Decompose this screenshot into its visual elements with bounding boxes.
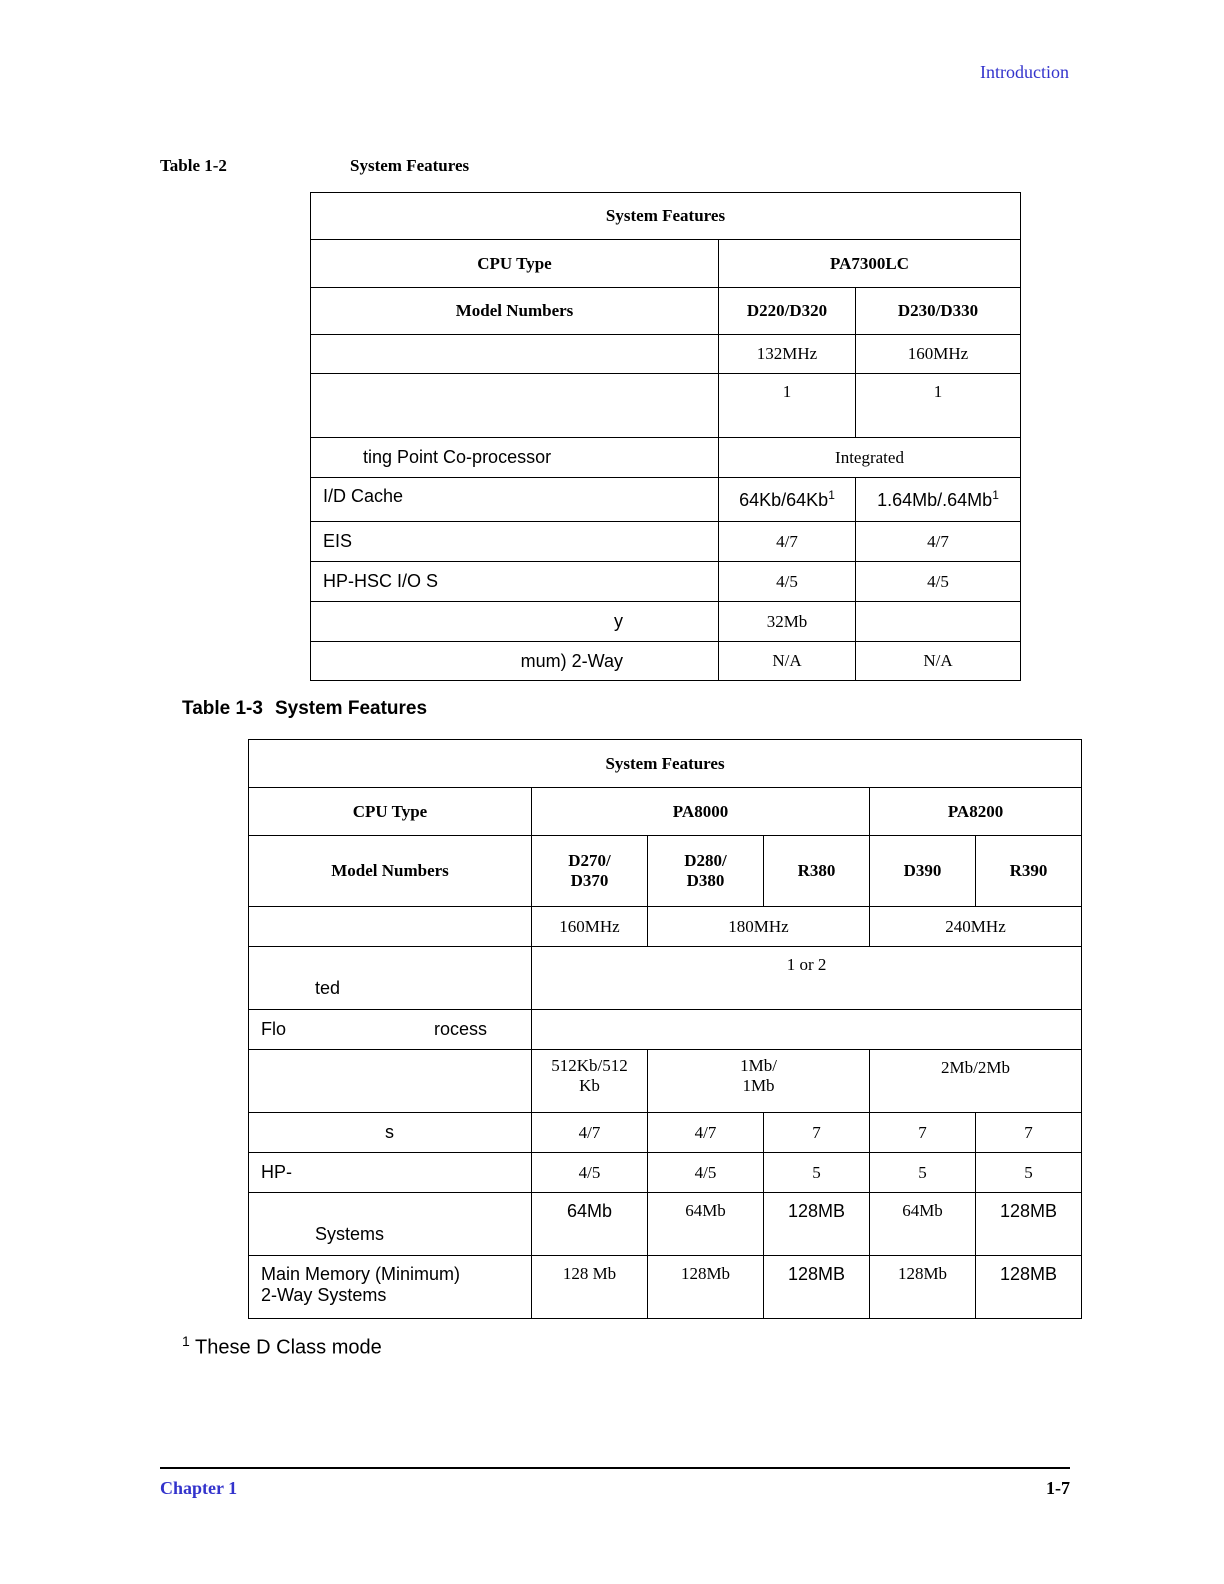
table-row (249, 947, 1082, 1010)
hsc-label: HP-HSC I/O S (311, 562, 719, 602)
table-row (311, 193, 1021, 240)
model-cell: D270/ D370 (532, 836, 648, 907)
fpu-label (249, 1010, 532, 1050)
processor-cell: 1 (856, 374, 1021, 438)
caption-title: System Features (274, 698, 428, 719)
eisa-cell: 4/7 (856, 522, 1021, 562)
memory-2way-label: Main Memory (Minimum) 2-Way Systems (249, 1256, 532, 1319)
memory-cell: 64Mb (532, 1193, 648, 1256)
table-row (249, 1193, 1082, 1256)
memory-cell: 128MB (764, 1193, 870, 1256)
table-row (249, 788, 1082, 836)
hsc-cell: 4/5 (856, 562, 1021, 602)
eisa-cell: 7 (870, 1113, 976, 1153)
table-row (249, 1153, 1082, 1193)
empty-label-cell (311, 335, 719, 374)
clock-cell: 160MHz (532, 907, 648, 947)
table-row (311, 478, 1021, 522)
model-cell: D390 (870, 836, 976, 907)
table-row (311, 438, 1021, 478)
cache-label: I/D Cache (311, 478, 719, 522)
table-row (249, 1010, 1082, 1050)
processor-label: ted (249, 947, 532, 1010)
page-number: 1-7 (1046, 1478, 1070, 1498)
eisa-cell: 7 (976, 1113, 1082, 1153)
table-row (311, 562, 1021, 602)
model-cell: D230/D330 (856, 288, 1021, 335)
eisa-label: s (249, 1113, 532, 1153)
table-title: System Features (249, 740, 1082, 788)
memory-cell (856, 602, 1021, 642)
table-row (249, 907, 1082, 947)
cache-value: 64Kb/64Kb (739, 490, 829, 510)
memory-2way-cell: N/A (719, 642, 856, 681)
model-numbers-label: Model Numbers (311, 288, 719, 335)
hsc-cell: 4/5 (648, 1153, 764, 1193)
empty-label-cell (311, 374, 719, 438)
memory-2way-cell: 128 Mb (532, 1256, 648, 1319)
cache-cell (719, 478, 856, 522)
model-cell: D220/D320 (719, 288, 856, 335)
fpu-label: ting Point Co-processor (311, 438, 719, 478)
footnote-marker: 1 (182, 1333, 190, 1349)
table-row (311, 240, 1021, 288)
eisa-cell: 4/7 (648, 1113, 764, 1153)
cpu-type-label: CPU Type (311, 240, 719, 288)
memory-cell: 128MB (976, 1193, 1082, 1256)
cpu-type-label: CPU Type (249, 788, 532, 836)
memory-2way-cell: N/A (856, 642, 1021, 681)
footer-rule (160, 1467, 1070, 1469)
table-title: System Features (311, 193, 1021, 240)
footnote-marker: 1 (828, 488, 835, 502)
table-row (249, 1050, 1082, 1113)
model-cell: D280/ D380 (648, 836, 764, 907)
memory-2way-cell: 128MB (976, 1256, 1082, 1319)
hsc-cell: 5 (764, 1153, 870, 1193)
footnote-text: These D Class mode (195, 1336, 382, 1359)
hsc-cell: 5 (870, 1153, 976, 1193)
fpu-value: Integrated (719, 438, 1021, 478)
clock-cell: 240MHz (870, 907, 1082, 947)
table-row (249, 836, 1082, 907)
fpu-label-a: Flo (261, 1019, 287, 1039)
table-row (311, 288, 1021, 335)
caption-label: Table 1-3 (182, 698, 263, 719)
processor-value: 1 or 2 (532, 947, 1082, 1010)
processor-cell: 1 (719, 374, 856, 438)
eisa-cell: 4/7 (532, 1113, 648, 1153)
hsc-label: HP- (249, 1153, 532, 1193)
cpu-type-value: PA8000 (532, 788, 870, 836)
table-1-2-caption (160, 156, 470, 176)
model-cell: R380 (764, 836, 870, 907)
system-features-table-1-2 (310, 192, 1021, 681)
clock-cell: 180MHz (648, 907, 870, 947)
memory-label: Systems (249, 1193, 532, 1256)
fpu-value (532, 1010, 1082, 1050)
chapter-link[interactable]: Chapter 1 (160, 1478, 238, 1498)
memory-2way-cell: 128MB (764, 1256, 870, 1319)
table-row (311, 374, 1021, 438)
clock-cell: 160MHz (856, 335, 1021, 374)
memory-label: y (311, 602, 719, 642)
table-row (311, 522, 1021, 562)
empty-label-cell (249, 1050, 532, 1113)
cache-cell: 2Mb/2Mb (870, 1050, 1082, 1113)
table-row (249, 1113, 1082, 1153)
hsc-cell: 4/5 (719, 562, 856, 602)
cache-cell: 512Kb/512 Kb (532, 1050, 648, 1113)
cpu-type-value: PA7300LC (719, 240, 1021, 288)
section-header[interactable]: Introduction (980, 62, 1069, 82)
memory-2way-cell: 128Mb (870, 1256, 976, 1319)
footnote (182, 1333, 382, 1360)
caption-label: Table 1-2 (160, 156, 227, 175)
cache-cell (856, 478, 1021, 522)
eisa-cell: 7 (764, 1113, 870, 1153)
fpu-label-b: rocess (434, 1019, 488, 1039)
memory-2way-label: mum) 2-Way (311, 642, 719, 681)
cache-cell: 1Mb/ 1Mb (648, 1050, 870, 1113)
table-row (311, 642, 1021, 681)
cache-value: 1.64Mb/.64Mb (877, 490, 993, 510)
eisa-cell: 4/7 (719, 522, 856, 562)
eisa-label: EIS (311, 522, 719, 562)
footnote-marker: 1 (992, 488, 999, 502)
table-1-3-caption (182, 698, 427, 720)
caption-title: System Features (350, 156, 470, 175)
clock-cell: 132MHz (719, 335, 856, 374)
cpu-type-value: PA8200 (870, 788, 1082, 836)
system-features-table-1-3 (248, 739, 1082, 1319)
memory-cell: 32Mb (719, 602, 856, 642)
hsc-cell: 5 (976, 1153, 1082, 1193)
memory-2way-cell: 128Mb (648, 1256, 764, 1319)
model-numbers-label: Model Numbers (249, 836, 532, 907)
table-row (311, 335, 1021, 374)
memory-cell: 64Mb (870, 1193, 976, 1256)
hsc-cell: 4/5 (532, 1153, 648, 1193)
memory-cell: 64Mb (648, 1193, 764, 1256)
empty-label-cell (249, 907, 532, 947)
table-row (249, 1256, 1082, 1319)
model-cell: R390 (976, 836, 1082, 907)
table-row (249, 740, 1082, 788)
table-row (311, 602, 1021, 642)
